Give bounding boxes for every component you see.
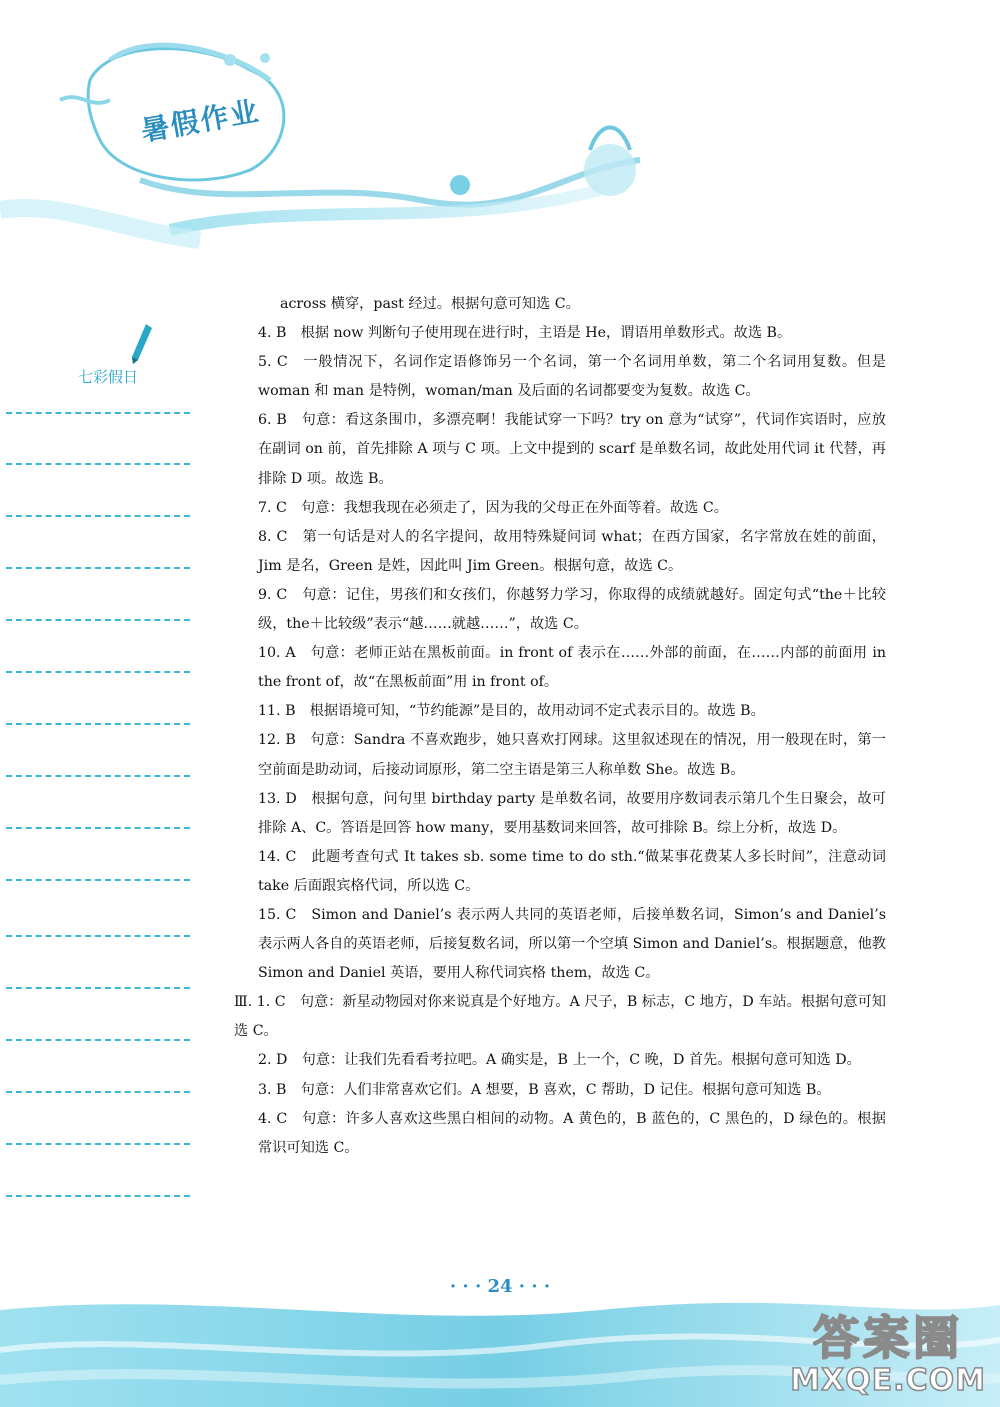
notes-line — [6, 412, 190, 414]
answer-paragraph: 6. B 句意：看这条围巾，多漂亮啊！我能试穿一下吗？try on 意为“试穿”，代词作宾语时，应放在副词 on 前，首先排除 A 项与 C 项。上文中提到的 scarf 是单数名词，故此处用代词 it 代替，再排除 D 项。故选 B。 — [258, 412, 886, 487]
page-number: · · · 24 · · · — [449, 1276, 551, 1297]
notes-line — [6, 723, 190, 725]
answer-paragraph: 13. D 根据句意，问句里 birthday party 是单数名词，故要用序数词表示第几个生日聚会，故可排除 A、C。答语是回答 how many，要用基数词来回答，故可排除 B。综上分析，故选 D。 — [258, 790, 886, 836]
notes-line — [6, 567, 190, 569]
notes-line — [6, 1143, 190, 1145]
watermark-main: 答案圈 — [813, 1311, 964, 1365]
notes-line — [6, 671, 190, 673]
answer-paragraph: 12. B 句意：Sandra 不喜欢跑步，她只喜欢打网球。这里叙述现在的情况，用一般现在时，第一空前面是助动词，后接动词原形，第二空主语是第三人称单数 She。故选 B。 — [258, 732, 886, 778]
answer-paragraph: 14. C 此题考查句式 It takes sb. some time to do sth.“做某事花费某人多长时间”，注意动词 take 后面跟宾格代词，所以选 C。 — [258, 848, 886, 894]
notes-line — [6, 515, 190, 517]
notes-line — [6, 775, 190, 777]
notes-line — [6, 987, 190, 989]
notes-line — [6, 1091, 190, 1093]
notes-line — [6, 463, 190, 465]
notes-line — [6, 827, 190, 829]
answer-paragraph: 9. C 句意：记住，男孩们和女孩们，你越努力学习，你取得的成绩就越好。固定句式“the＋比较级，the＋比较级”表示“越……就越……”，故选 C。 — [258, 586, 886, 633]
header-title: 暑假作业 — [138, 94, 263, 148]
notes-line — [6, 935, 190, 937]
notes-line — [6, 619, 190, 621]
watermark — [790, 1312, 986, 1398]
answer-paragraph: 4. C 句意：许多人喜欢这些黑白相间的动物。A 黄色的，B 蓝色的，C 黑色的，D 绿色的。根据常识可知选 C。 — [258, 1110, 886, 1156]
notes-line — [6, 1195, 190, 1197]
answer-paragraph: 7. C 句意：我想我现在必须走了，因为我的父母正在外面等着。故选 C。 — [258, 499, 728, 516]
answer-paragraph: 4. B 根据 now 判断句子使用现在进行时，主语是 He，谓语用单数形式。故选 B。 — [258, 325, 792, 342]
answer-paragraph: 5. C 一般情况下，名词作定语修饰另一个名词，第一个名词用单数，第二个名词用复数。但是 woman 和 man 是特例，woman/man 及后面的名词都要变为复数。故选 C。 — [258, 354, 886, 400]
answer-paragraph: 15. C Simon and Daniel’s 表示两人共同的英语老师，后接单数名词，Simon’s and Daniel’s 表示两人各自的英语老师，后接复数名词，所以第一个空填 Simon and Daniel’s。根据题意，他教 Simon and Daniel 英语，要用人称代词宾格 them，故选 C。 — [258, 906, 886, 982]
answer-paragraph-section3: Ⅲ. 1. C 句意：新星动物园对你来说真是个好地方。A 尺子，B 标志，C 地方，D 车站。根据句意可知选 C。 — [234, 994, 886, 1040]
answer-paragraph: 2. D 句意：让我们先看看考拉吧。A 确实是，B 上一个，C 晚，D 首先。根据句意可知选 D。 — [258, 1052, 861, 1069]
answer-content — [234, 290, 886, 1163]
answer-paragraph: across 横穿，past 经过。根据句意可知选 C。 — [280, 296, 580, 312]
answer-paragraph: 8. C 第一句话是对人的名字提问，故用特殊疑问词 what；在西方国家，名字常放在姓的前面，Jim 是名，Green 是姓，因此叫 Jim Green。根据句意，故选 C。 — [258, 528, 886, 574]
answer-paragraph: 10. A 句意：老师正站在黑板前面。in front of 表示在……外部的前面，在……内部的前面用 in the front of，故“在黑板前面”用 in front of。 — [258, 645, 886, 691]
watermark-sub: MXQE.COM — [790, 1363, 986, 1398]
notes-line — [6, 1039, 190, 1041]
answer-paragraph: 11. B 根据语境可知，“节约能源”是目的，故用动词不定式表示目的。故选 B。 — [258, 703, 765, 720]
answer-paragraph: 3. B 句意：人们非常喜欢它们。A 想要，B 喜欢，C 帮助，D 记住。根据句意可知选 B。 — [258, 1081, 831, 1098]
sidebar-label: 七彩假日 — [78, 368, 139, 386]
notes-line — [6, 879, 190, 881]
pencil-icon — [130, 322, 154, 366]
